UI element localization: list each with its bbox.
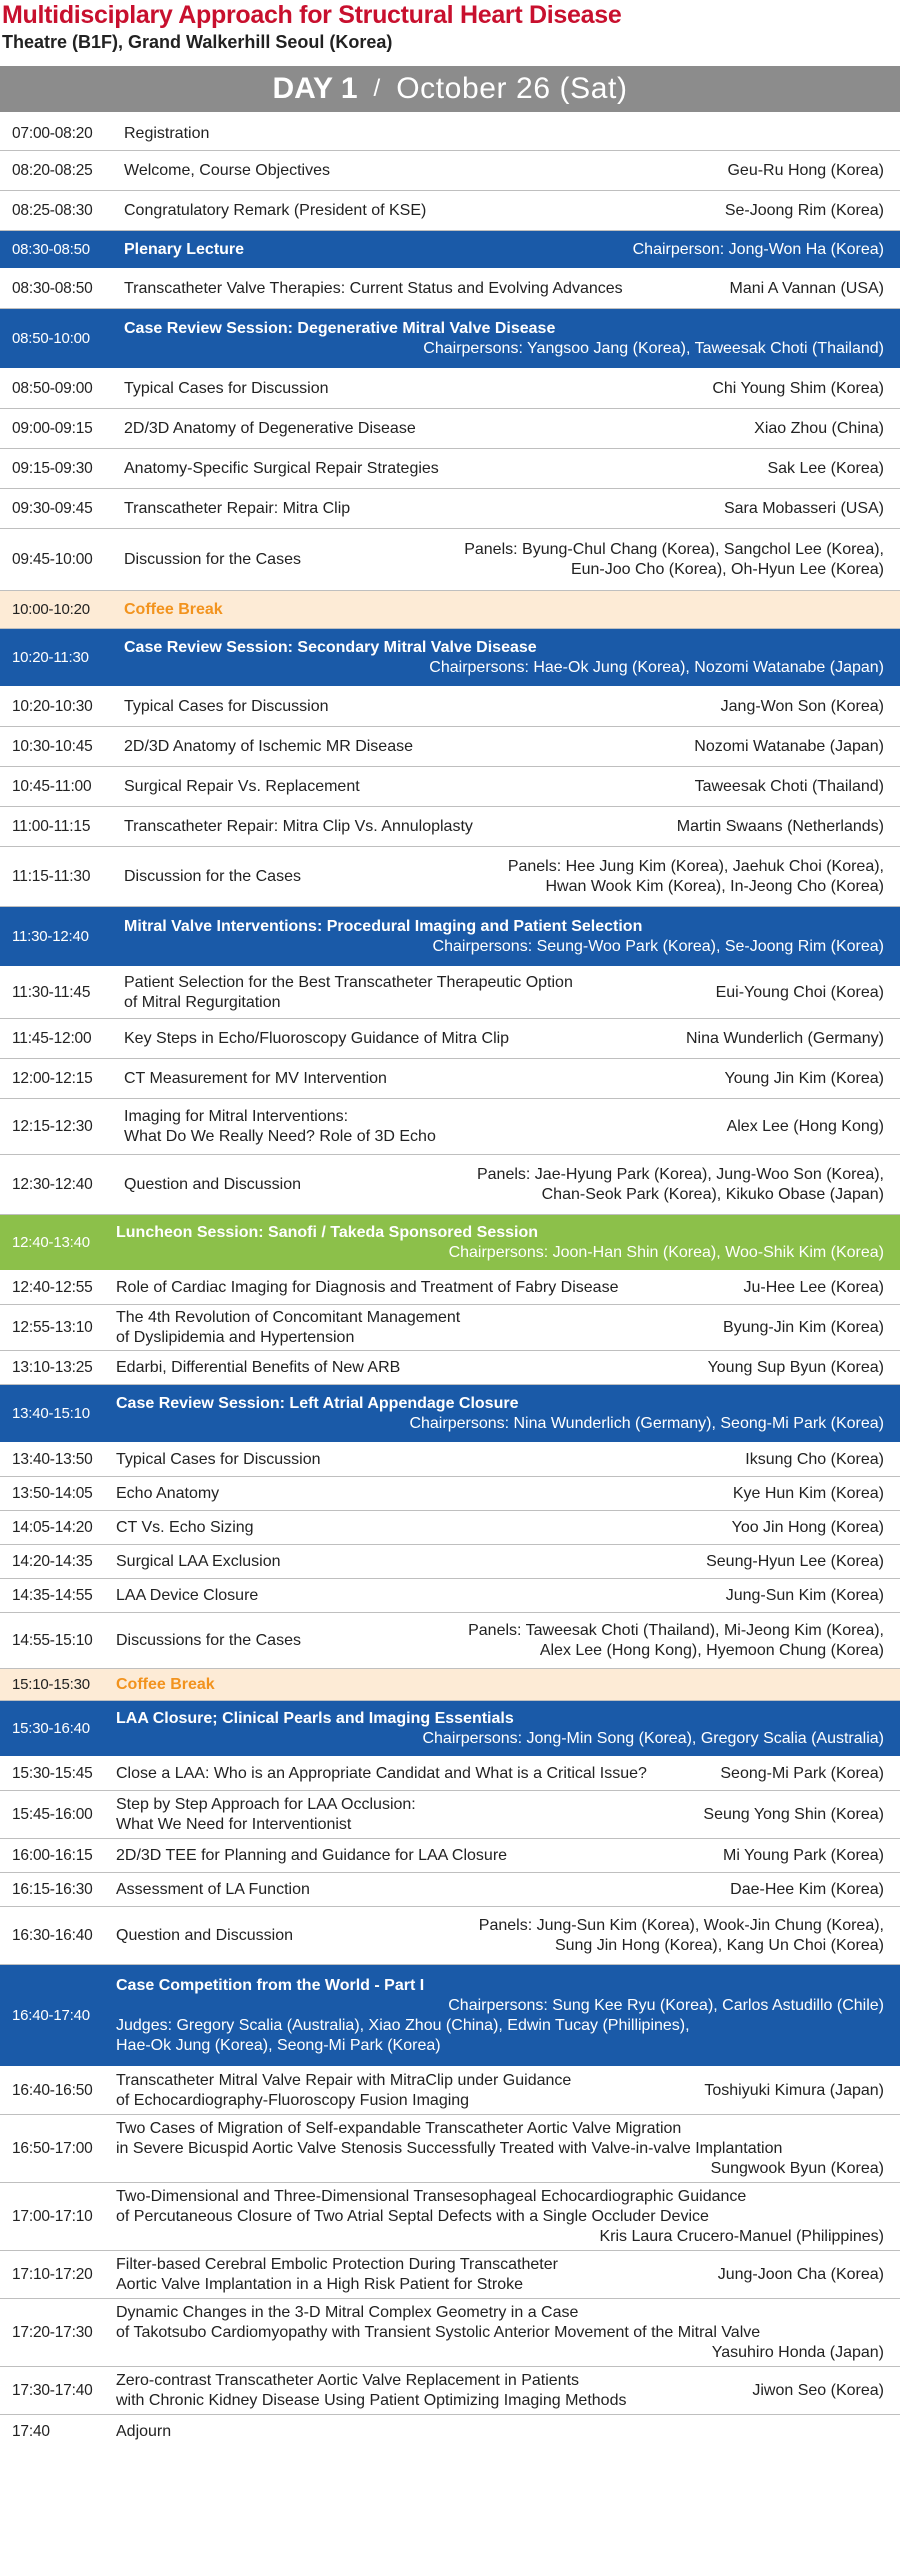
talk-row (0, 409, 900, 449)
speaker-name: Ju-Hee Lee (Korea) (743, 1278, 884, 1296)
speaker-name: Nozomi Watanabe (Japan) (694, 737, 884, 755)
talk-title: Key Steps in Echo/Fluoroscopy Guidance of Mitra Clip (124, 1029, 510, 1047)
time-slot: 10:45-11:00 (12, 777, 92, 795)
talk-row (0, 118, 900, 151)
speaker-name: Xiao Zhou (China) (754, 419, 884, 437)
coffee-break-row (0, 591, 900, 629)
talk-row (0, 1443, 900, 1477)
talk-title: Discussion for the Cases (124, 867, 301, 885)
talk-title: Two-Dimensional and Three-Dimensional Transesophageal Echocardiographic Guidance (116, 2187, 747, 2205)
panel-list (458, 1621, 884, 1661)
talk-row (0, 727, 900, 767)
talk-title-cont: What Do We Really Need? Role of 3D Echo (124, 1127, 436, 1145)
talk-title: Surgical LAA Exclusion (116, 1552, 281, 1570)
speaker-name: Mani A Vannan (USA) (729, 279, 884, 297)
talk-title: Imaging for Mitral Interventions: (124, 1107, 349, 1125)
time-slot: 11:15-11:30 (12, 867, 91, 885)
talk-title: Role of Cardiac Imaging for Diagnosis and Treatment of Fabry Disease (116, 1278, 619, 1296)
time-slot: 16:40-16:50 (12, 2081, 93, 2099)
talk-row (0, 151, 900, 191)
time-slot: 08:30-08:50 (12, 279, 93, 297)
session-header-row (0, 1385, 900, 1443)
time-slot: 09:45-10:00 (12, 550, 93, 568)
talk-title: CT Measurement for MV Intervention (124, 1069, 387, 1087)
talk-title: Patient Selection for the Best Transcatheter Therapeutic Option (124, 973, 573, 991)
session-header-row (0, 1701, 900, 1757)
talk-row (0, 489, 900, 529)
talk-row (0, 369, 900, 409)
time-slot: 16:15-16:30 (12, 1880, 93, 1898)
talk-title: Discussions for the Cases (116, 1631, 301, 1649)
time-slot: 11:30-12:40 (12, 927, 89, 945)
talk-title-cont: of Percutaneous Closure of Two Atrial Septal Defects with a Single Occluder Device (116, 2207, 709, 2225)
time-slot: 17:10-17:20 (12, 2265, 93, 2283)
talk-row (0, 1873, 900, 1907)
panel-line-1: Panels: Jae-Hyung Park (Korea), Jung-Woo Son (Korea), (476, 1165, 884, 1183)
speaker-name: Jiwon Seo (Korea) (752, 2381, 884, 2399)
day-banner (0, 66, 900, 112)
panel-list (469, 1916, 884, 1956)
time-slot: 09:15-09:30 (12, 459, 93, 477)
talk-title: CT Vs. Echo Sizing (116, 1518, 254, 1536)
time-slot: 10:30-10:45 (12, 737, 93, 755)
speaker-name: Toshiyuki Kimura (Japan) (704, 2081, 884, 2099)
session-header-row (0, 1215, 900, 1271)
time-slot: 14:20-14:35 (12, 1552, 93, 1570)
session-chair: Chairpersons: Jong-Min Song (Korea), Gregory Scalia (Australia) (422, 1729, 884, 1747)
talk-title: Close a LAA: Who is an Appropriate Candidat and What is a Critical Issue? (116, 1764, 647, 1782)
speaker-name: Chi Young Shim (Korea) (712, 379, 884, 397)
talk-row (0, 2415, 900, 2449)
speaker-name: Seung-Hyun Lee (Korea) (706, 1552, 884, 1570)
speaker-name: Sara Mobasseri (USA) (723, 499, 884, 517)
time-slot: 12:30-12:40 (12, 1175, 93, 1193)
talk-title: Typical Cases for Discussion (116, 1450, 321, 1468)
session-header-row (0, 1965, 900, 2067)
talk-row (0, 1099, 900, 1155)
session-title: Plenary Lecture (124, 240, 245, 258)
time-slot: 16:30-16:40 (12, 1926, 93, 1944)
talk-title: Transcatheter Mitral Valve Repair with MitraClip under Guidance (116, 2071, 572, 2089)
panel-line-2: Chan-Seok Park (Korea), Kikuko Obase (Japan) (541, 1185, 884, 1203)
talk-title: Step by Step Approach for LAA Occlusion: (116, 1795, 416, 1813)
session-chair: Chairpersons: Nina Wunderlich (Germany), Seong-Mi Park (Korea) (409, 1414, 884, 1432)
session-chair: Chairperson: Jong-Won Ha (Korea) (632, 240, 884, 258)
speaker-name: Alex Lee (Hong Kong) (726, 1117, 884, 1135)
talk-title: Welcome, Course Objectives (124, 161, 330, 179)
session-title: Case Review Session: Left Atrial Appendage Closure (116, 1394, 519, 1412)
speaker-name: Iksung Cho (Korea) (745, 1450, 884, 1468)
session-chair: Chairpersons: Hae-Ok Jung (Korea), Nozomi Watanabe (Japan) (429, 658, 884, 676)
talk-title: Edarbi, Differential Benefits of New ARB (116, 1358, 401, 1376)
talk-title-cont: Aortic Valve Implantation in a High Risk Patient for Stroke (116, 2275, 523, 2293)
time-slot: 11:30-11:45 (12, 983, 91, 1001)
talk-title: Dynamic Changes in the 3-D Mitral Complex Geometry in a Case (116, 2303, 579, 2321)
talk-title: Typical Cases for Discussion (124, 697, 329, 715)
venue-line: Theatre (B1F), Grand Walkerhill Seoul (Korea) (2, 32, 393, 52)
discussion-row (0, 1907, 900, 1965)
time-slot: 08:20-08:25 (12, 161, 93, 179)
talk-title: Surgical Repair Vs. Replacement (124, 777, 360, 795)
speaker-name: Kye Hun Kim (Korea) (732, 1484, 884, 1502)
talk-title: Anatomy-Specific Surgical Repair Strategies (124, 459, 439, 477)
discussion-row (0, 847, 900, 907)
time-slot: 16:50-17:00 (12, 2139, 93, 2157)
talk-row (0, 687, 900, 727)
session-title: Mitral Valve Interventions: Procedural Imaging and Patient Selection (124, 917, 643, 935)
time-slot: 17:30-17:40 (12, 2381, 93, 2399)
session-chair: Chairpersons: Joon-Han Shin (Korea), Woo-Shik Kim (Korea) (448, 1243, 884, 1261)
talk-row (0, 2067, 900, 2115)
time-slot: 12:00-12:15 (12, 1069, 93, 1087)
time-slot: 15:10-15:30 (12, 1675, 90, 1693)
talk-title: Question and Discussion (116, 1926, 293, 1944)
talk-title: 2D/3D Anatomy of Degenerative Disease (124, 419, 416, 437)
program-title: Multidisciplary Approach for Structural Heart Disease (2, 1, 622, 29)
time-slot: 15:30-16:40 (12, 1719, 90, 1737)
talk-row (0, 449, 900, 489)
talk-row (0, 2115, 900, 2183)
talk-row (0, 1579, 900, 1613)
panel-line-1: Panels: Taweesak Choti (Thailand), Mi-Jeong Kim (Korea), (468, 1621, 884, 1639)
talk-title: Filter-based Cerebral Embolic Protection During Transcatheter (116, 2255, 558, 2273)
speaker-name: Geu-Ru Hong (Korea) (727, 161, 884, 179)
speaker-name: Yasuhiro Honda (Japan) (711, 2343, 884, 2361)
day-date: October 26 (Sat) (396, 72, 628, 105)
discussion-row (0, 1613, 900, 1669)
time-slot: 17:20-17:30 (12, 2323, 93, 2341)
talk-row (0, 191, 900, 231)
speaker-name: Young Jin Kim (Korea) (724, 1069, 884, 1087)
panel-line-1: Panels: Jung-Sun Kim (Korea), Wook-Jin Chung (Korea), (478, 1916, 884, 1934)
talk-title: Transcatheter Repair: Mitra Clip Vs. Annuloplasty (124, 817, 473, 835)
time-slot: 13:40-15:10 (12, 1404, 90, 1422)
panel-line-2: Sung Jin Hong (Korea), Kang Un Choi (Korea) (554, 1936, 884, 1954)
panel-list (498, 857, 884, 897)
talk-title: Assessment of LA Function (116, 1880, 310, 1898)
speaker-name: Eui-Young Choi (Korea) (715, 983, 884, 1001)
talk-title: The 4th Revolution of Concomitant Management (116, 1308, 461, 1326)
time-slot: 12:55-13:10 (12, 1318, 93, 1336)
talk-title: Echo Anatomy (116, 1484, 220, 1502)
talk-row (0, 269, 900, 309)
talk-title-cont: of Dyslipidemia and Hypertension (116, 1328, 355, 1346)
talk-row (0, 1757, 900, 1791)
time-slot: 16:00-16:15 (12, 1846, 93, 1864)
talk-title-cont: in Severe Bicuspid Aortic Valve Stenosis Successfully Treated with Valve-in-valve Implantation (116, 2139, 783, 2157)
session-header-row (0, 309, 900, 369)
speaker-name: Sungwook Byun (Korea) (710, 2159, 884, 2177)
talk-title-cont: with Chronic Kidney Disease Using Patient Optimizing Imaging Methods (116, 2391, 627, 2409)
talk-row (0, 1351, 900, 1385)
talk-row (0, 1305, 900, 1351)
speaker-name: Dae-Hee Kim (Korea) (730, 1880, 884, 1898)
talk-title: Discussion for the Cases (124, 550, 301, 568)
time-slot: 13:40-13:50 (12, 1450, 93, 1468)
time-slot: 14:05-14:20 (12, 1518, 93, 1536)
time-slot: 08:50-09:00 (12, 379, 93, 397)
talk-title: Typical Cases for Discussion (124, 379, 329, 397)
session-judges-cont: Hae-Ok Jung (Korea), Seong-Mi Park (Korea) (116, 2036, 441, 2054)
talk-row (0, 2183, 900, 2251)
talk-row (0, 2251, 900, 2299)
day-label: DAY 1 (272, 72, 358, 105)
speaker-name: Martin Swaans (Netherlands) (676, 817, 884, 835)
talk-row (0, 967, 900, 1019)
speaker-name: Yoo Jin Hong (Korea) (731, 1518, 884, 1536)
talk-title: Transcatheter Repair: Mitra Clip (124, 499, 351, 517)
time-slot: 09:00-09:15 (12, 419, 93, 437)
speaker-name: Jang-Won Son (Korea) (720, 697, 884, 715)
speaker-name: Mi Young Park (Korea) (723, 1846, 884, 1864)
panel-line-1: Panels: Byung-Chul Chang (Korea), Sangchol Lee (Korea), (464, 540, 884, 558)
speaker-name: Young Sup Byun (Korea) (707, 1358, 884, 1376)
session-chair: Chairpersons: Seung-Woo Park (Korea), Se-Joong Rim (Korea) (432, 937, 884, 955)
coffee-break-row (0, 1669, 900, 1701)
talk-title: 2D/3D TEE for Planning and Guidance for LAA Closure (116, 1846, 508, 1864)
talk-title: Adjourn (116, 2423, 172, 2440)
speaker-name: Jung-Joon Cha (Korea) (717, 2265, 884, 2283)
session-title: Case Competition from the World - Part I (116, 1976, 425, 1994)
talk-title: 2D/3D Anatomy of Ischemic MR Disease (124, 737, 413, 755)
panel-line-2: Alex Lee (Hong Kong), Hyemoon Chung (Korea) (539, 1641, 884, 1659)
time-slot: 12:40-12:55 (12, 1278, 93, 1296)
talk-row (0, 2299, 900, 2367)
talk-row (0, 2367, 900, 2415)
time-slot: 12:40-13:40 (12, 1233, 90, 1251)
speaker-name: Sak Lee (Korea) (767, 459, 884, 477)
time-slot: 07:00-08:20 (12, 125, 93, 142)
panel-line-2: Eun-Joo Cho (Korea), Oh-Hyun Lee (Korea) (570, 560, 884, 578)
session-chair: Chairpersons: Sung Kee Ryu (Korea), Carlos Astudillo (Chile) (448, 1996, 884, 2014)
time-slot: 10:20-10:30 (12, 697, 93, 715)
talk-title-cont: of Echocardiography-Fluoroscopy Fusion Imaging (116, 2091, 470, 2109)
talk-row (0, 1271, 900, 1305)
speaker-name: Taweesak Choti (Thailand) (694, 777, 884, 795)
time-slot: 08:30-08:50 (12, 240, 90, 258)
speaker-name: Kris Laura Crucero-Manuel (Philippines) (599, 2227, 884, 2245)
time-slot: 17:40 (12, 2423, 50, 2440)
day-separator: / (373, 75, 381, 102)
panel-line-2: Hwan Wook Kim (Korea), In-Jeong Cho (Korea) (545, 877, 884, 895)
talk-title: Congratulatory Remark (President of KSE) (124, 201, 427, 219)
session-header-row (0, 231, 900, 269)
speaker-name: Byung-Jin Kim (Korea) (723, 1318, 884, 1336)
talk-title-cont: of Takotsubo Cardiomyopathy with Transient Systolic Anterior Movement of the Mitral Valve (116, 2323, 761, 2341)
talk-row (0, 1511, 900, 1545)
time-slot: 14:55-15:10 (12, 1631, 93, 1649)
speaker-name: Seung Yong Shin (Korea) (703, 1805, 884, 1823)
talk-title: Two Cases of Migration of Self-expandable Transcatheter Aortic Valve Migration (116, 2119, 682, 2137)
session-title: LAA Closure; Clinical Pearls and Imaging Essentials (116, 1709, 514, 1727)
talk-title: Transcatheter Valve Therapies: Current Status and Evolving Advances (124, 279, 623, 297)
speaker-name: Seong-Mi Park (Korea) (720, 1764, 884, 1782)
break-label: Coffee Break (124, 600, 223, 618)
time-slot: 15:45-16:00 (12, 1805, 93, 1823)
time-slot: 13:10-13:25 (12, 1358, 93, 1376)
speaker-name: Nina Wunderlich (Germany) (686, 1029, 884, 1047)
time-slot: 17:00-17:10 (12, 2207, 93, 2225)
time-slot: 09:30-09:45 (12, 499, 93, 517)
talk-row (0, 1477, 900, 1511)
session-judges: Judges: Gregory Scalia (Australia), Xiao Zhou (China), Edwin Tucay (Phillipines), (116, 2016, 690, 2034)
talk-title: Question and Discussion (124, 1175, 301, 1193)
talk-row (0, 1791, 900, 1839)
time-slot: 10:20-11:30 (12, 648, 89, 666)
time-slot: 08:50-10:00 (12, 329, 90, 347)
time-slot: 14:35-14:55 (12, 1586, 93, 1604)
time-slot: 12:15-12:30 (12, 1117, 93, 1135)
talk-title: Zero-contrast Transcatheter Aortic Valve Replacement in Patients (116, 2371, 580, 2389)
talk-title-cont: What We Need for Interventionist (116, 1815, 352, 1833)
panel-line-1: Panels: Hee Jung Kim (Korea), Jaehuk Choi (Korea), (507, 857, 884, 875)
schedule-table (0, 118, 900, 2449)
session-header-row (0, 907, 900, 967)
talk-row (0, 1019, 900, 1059)
time-slot: 13:50-14:05 (12, 1484, 93, 1502)
time-slot: 15:30-15:45 (12, 1764, 93, 1782)
time-slot: 08:25-08:30 (12, 201, 93, 219)
talk-row (0, 1545, 900, 1579)
time-slot: 16:40-17:40 (12, 2006, 90, 2024)
speaker-name: Jung-Sun Kim (Korea) (725, 1586, 884, 1604)
time-slot: 11:00-11:15 (12, 817, 91, 835)
speaker-name: Se-Joong Rim (Korea) (724, 201, 884, 219)
discussion-row (0, 529, 900, 591)
time-slot: 11:45-12:00 (12, 1029, 92, 1047)
talk-title: Registration (124, 125, 210, 142)
talk-row (0, 1839, 900, 1873)
session-title: Luncheon Session: Sanofi / Takeda Sponsored Session (116, 1223, 539, 1241)
talk-row (0, 807, 900, 847)
session-title: Case Review Session: Secondary Mitral Valve Disease (124, 638, 537, 656)
session-title: Case Review Session: Degenerative Mitral Valve Disease (124, 319, 556, 337)
break-label: Coffee Break (116, 1675, 215, 1693)
time-slot: 10:00-10:20 (12, 600, 90, 618)
discussion-row (0, 1155, 900, 1215)
talk-row (0, 767, 900, 807)
panel-list (454, 540, 884, 580)
talk-title: LAA Device Closure (116, 1586, 259, 1604)
talk-title-cont: of Mitral Regurgitation (124, 993, 281, 1011)
talk-row (0, 1059, 900, 1099)
session-header-row (0, 629, 900, 687)
panel-list (467, 1165, 884, 1205)
session-chair: Chairpersons: Yangsoo Jang (Korea), Taweesak Choti (Thailand) (423, 339, 884, 357)
